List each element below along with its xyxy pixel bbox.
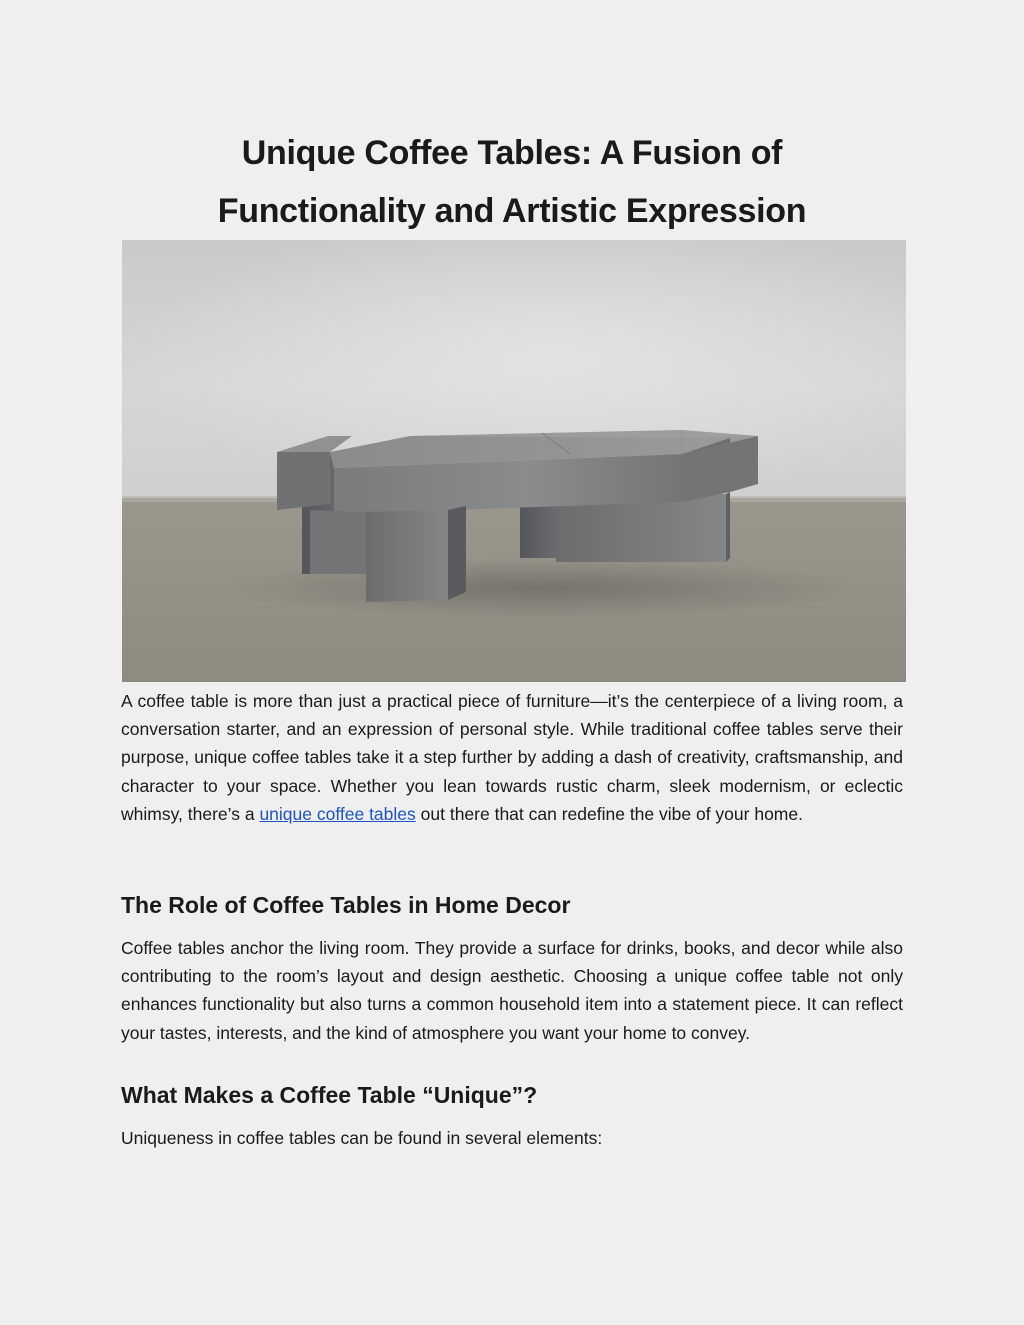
intro-paragraph: [121, 687, 903, 828]
page-title: [120, 124, 904, 240]
section-heading-unique: What Makes a Coffee Table “Unique”?: [121, 1082, 538, 1108]
unique-coffee-tables-link[interactable]: unique coffee tables: [259, 803, 416, 824]
intro-text-before: A coffee table is more than just a practical piece of furniture—it’s the centerpiece of a living room, a conversation starter, and an expression of personal style. While traditional coffee tables serve their purpose, unique coffee tables take it a step further by adding a dash of creativity, craftsmanship, and character to your space. Whether you lean towards rustic charm, sleek modernism, or eclectic whimsy, there’s a: [121, 691, 903, 824]
page-title-line-1: Unique Coffee Tables: A Fusion of: [241, 134, 783, 172]
section-body-unique: Uniqueness in coffee tables can be found in several elements:: [121, 1128, 603, 1148]
section-body-role: Coffee tables anchor the living room. They provide a surface for drinks, books, and decor while also contributing to the room’s layout and design aesthetic. Choosing a unique coffee table not only enhances functionality but also turns a common household item into a statement piece. It can reflect your tastes, interests, and the kind of atmosphere you want your home to convey.: [121, 938, 903, 1043]
page-title-line-2: Functionality and Artistic Expression: [217, 192, 807, 230]
section-heading-role: The Role of Coffee Tables in Home Decor: [121, 892, 571, 918]
intro-text-after: out there that can redefine the vibe of your home.: [415, 803, 803, 824]
coffee-table-photo: [122, 240, 906, 682]
